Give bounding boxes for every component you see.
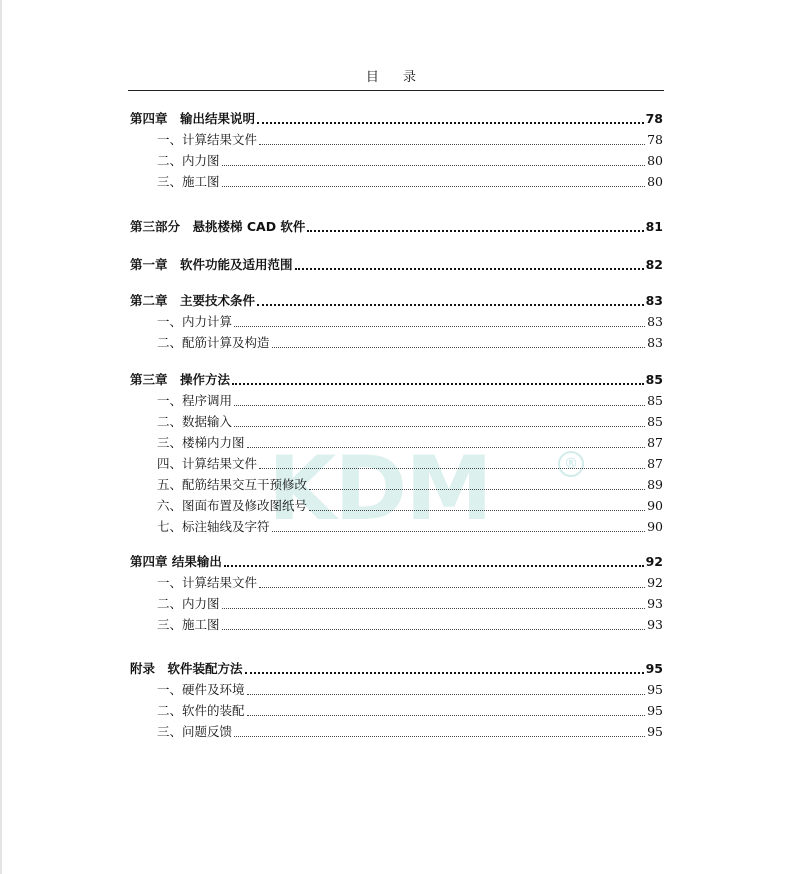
toc-entry-section[interactable]	[157, 474, 663, 494]
toc-entry-page: 85	[645, 372, 663, 387]
toc-entry-section[interactable]	[157, 593, 663, 613]
toc-entry-section[interactable]	[157, 679, 663, 699]
dot-leader	[234, 426, 645, 427]
toc-entry-appendix[interactable]	[130, 658, 663, 678]
dot-leader	[222, 629, 646, 630]
toc-entry-label: 三、楼梯内力图	[157, 435, 245, 450]
toc-entry-label: 三、施工图	[157, 617, 220, 632]
watermark-logo: KDM	[268, 437, 491, 540]
dot-leader	[247, 715, 646, 716]
toc-entry-label: 三、问题反馈	[157, 724, 233, 739]
toc-entry-section[interactable]	[157, 572, 663, 592]
toc-entry-section[interactable]	[157, 721, 663, 741]
dot-leader	[247, 694, 646, 695]
toc-entry-chapter[interactable]	[130, 254, 663, 274]
toc-entry-page: 80	[647, 174, 663, 189]
toc-entry-label: 二、配筋计算及构造	[157, 335, 270, 350]
dot-leader	[224, 565, 644, 567]
toc-entry-label: 三、施工图	[157, 174, 220, 189]
dot-leader	[257, 122, 644, 124]
dot-leader	[295, 268, 644, 270]
toc-entry-label: 二、数据输入	[157, 414, 233, 429]
toc-entry-label: 第四章 结果输出	[130, 554, 222, 569]
toc-entry-page: 83	[645, 293, 663, 308]
toc-entry-chapter[interactable]	[130, 369, 663, 389]
toc-entry-page: 92	[645, 554, 663, 569]
toc-entry-label: 附录 软件装配方法	[130, 661, 243, 676]
toc-entry-section[interactable]	[157, 129, 663, 149]
toc-entry-part[interactable]	[130, 216, 663, 236]
toc-entry-page: 81	[645, 219, 663, 234]
toc-entry-page: 82	[645, 257, 663, 272]
toc-entry-page: 83	[647, 335, 663, 350]
toc-entry-label: 一、计算结果文件	[157, 575, 258, 590]
dot-leader	[247, 447, 646, 448]
toc-entry-page: 87	[647, 435, 663, 450]
toc-entry-page: 95	[647, 703, 663, 718]
toc-entry-page: 78	[647, 132, 663, 147]
toc-entry-page: 89	[647, 477, 663, 492]
dot-leader	[272, 347, 646, 348]
toc-entry-page: 83	[647, 314, 663, 329]
dot-leader	[232, 383, 644, 385]
toc-entry-section[interactable]	[157, 311, 663, 331]
toc-entry-section[interactable]	[157, 390, 663, 410]
dot-leader	[245, 672, 644, 674]
toc-entry-chapter[interactable]	[130, 551, 663, 571]
toc-entry-section[interactable]	[157, 614, 663, 634]
toc-entry-section[interactable]	[157, 411, 663, 431]
dot-leader	[259, 587, 645, 588]
dot-leader	[309, 489, 645, 490]
toc-entry-section[interactable]	[157, 150, 663, 170]
toc-entry-label: 四、计算结果文件	[157, 456, 258, 471]
toc-entry-section[interactable]	[157, 432, 663, 452]
dot-leader	[309, 510, 645, 511]
toc-entry-section[interactable]	[157, 516, 663, 536]
toc-entry-label: 七、标注轴线及字符	[157, 519, 270, 534]
toc-entry-page: 90	[647, 519, 663, 534]
toc-entry-section[interactable]	[157, 453, 663, 473]
toc-entry-label: 第二章 主要技术条件	[130, 293, 256, 308]
toc-entry-label: 第三部分 悬挑楼梯 CAD 软件	[130, 219, 306, 234]
toc-entry-label: 二、软件的装配	[157, 703, 245, 718]
toc-entry-chapter[interactable]	[130, 108, 663, 128]
toc-entry-label: 一、程序调用	[157, 393, 233, 408]
dot-leader	[234, 326, 645, 327]
toc-entry-label: 二、内力图	[157, 596, 220, 611]
toc-entry-label: 第三章 操作方法	[130, 372, 231, 387]
toc-entry-page: 95	[647, 724, 663, 739]
toc-entry-label: 一、内力计算	[157, 314, 233, 329]
toc-entry-page: 85	[647, 393, 663, 408]
toc-entry-label: 第一章 软件功能及适用范围	[130, 257, 293, 272]
toc-entry-page: 95	[645, 661, 663, 676]
toc-entry-label: 一、硬件及环境	[157, 682, 245, 697]
toc-entry-page: 78	[645, 111, 663, 126]
toc-entry-label: 五、配筋结果交互干预修改	[157, 477, 308, 492]
dot-leader	[257, 304, 644, 306]
dot-leader	[272, 531, 646, 532]
toc-entry-page: 93	[647, 596, 663, 611]
registered-mark-icon: ®	[558, 451, 584, 477]
toc-entry-section[interactable]	[157, 171, 663, 191]
dot-leader	[307, 230, 643, 232]
page-title: 目 录	[365, 70, 427, 85]
toc-entry-label: 六、图面布置及修改图纸号	[157, 498, 308, 513]
toc-entry-label: 二、内力图	[157, 153, 220, 168]
toc-entry-section[interactable]	[157, 332, 663, 352]
dot-leader	[222, 186, 646, 187]
toc-entry-label: 第四章 输出结果说明	[130, 111, 256, 126]
toc-entry-section[interactable]	[157, 700, 663, 720]
toc-entry-page: 92	[647, 575, 663, 590]
toc-entry-label: 一、计算结果文件	[157, 132, 258, 147]
toc-entry-page: 90	[647, 498, 663, 513]
dot-leader	[234, 736, 645, 737]
toc-entry-page: 85	[647, 414, 663, 429]
toc-entry-page: 87	[647, 456, 663, 471]
dot-leader	[259, 468, 645, 469]
toc-entry-section[interactable]	[157, 495, 663, 515]
dot-leader	[234, 405, 645, 406]
toc-entry-page: 80	[647, 153, 663, 168]
toc-entry-chapter[interactable]	[130, 290, 663, 310]
toc-entry-page: 93	[647, 617, 663, 632]
toc-entry-page: 95	[647, 682, 663, 697]
dot-leader	[222, 165, 646, 166]
dot-leader	[222, 608, 646, 609]
dot-leader	[259, 144, 645, 145]
